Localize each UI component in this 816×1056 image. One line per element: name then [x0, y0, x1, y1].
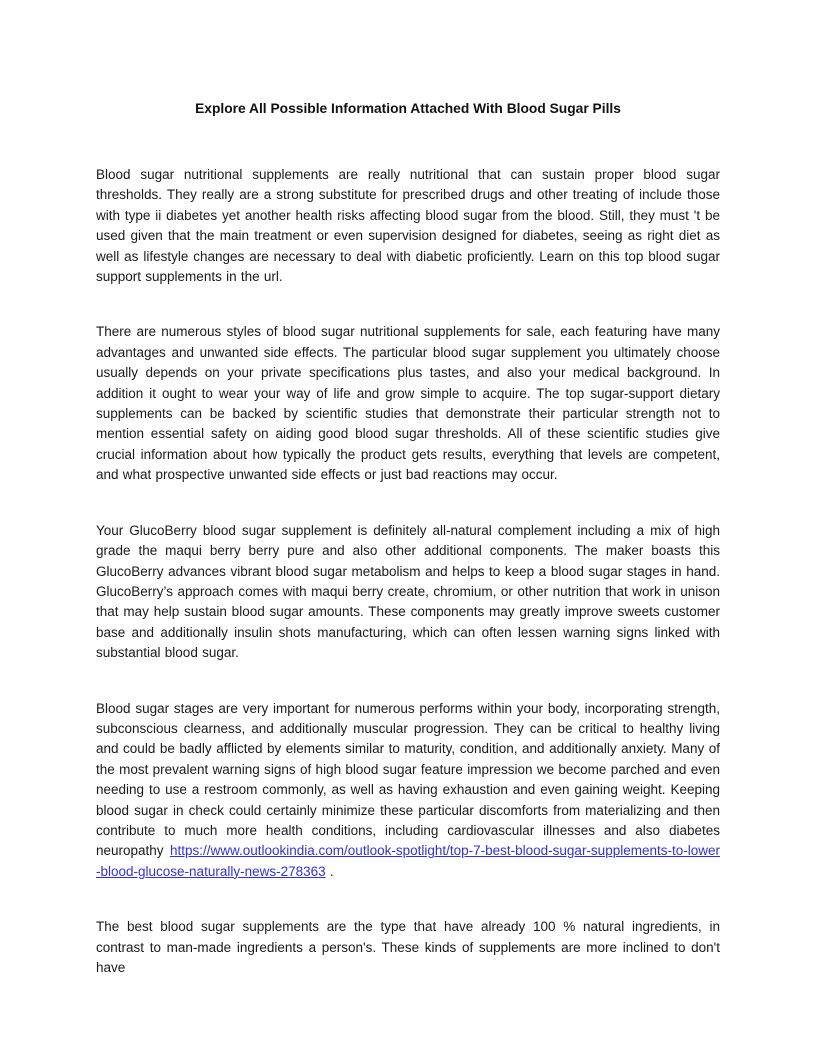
document-title: Explore All Possible Information Attached With Blood Sugar Pills — [195, 101, 621, 116]
paragraph-4-text-before-link: Blood sugar stages are very important for numerous performs within your body, incorporating strength, subconscious clearness, and additionally muscular progression. They can be critical to healthy living and could be badly afflicted by elements similar to maturity, condition, and additionally anxiety. Many of the most prevalent warning signs of high blood sugar feature impression we become parched and even needing to use a restroom commonly, as well as having exhaustion and even gaining weight. Keeping blood sugar in check could certainly minimize these particular discomforts from materializing and then contribute to much more health conditions, including cardiovascular illnesses and also diabetes neuropathy — [96, 700, 720, 859]
paragraph-5: The best blood sugar supplements are the type that have already 100 % natural ingredients, in contrast to man-made ingredients a person's. These kinds of supplements are more inclined to don't have — [96, 919, 720, 975]
hyperlink-outlookindia[interactable]: https://www.outlookindia.com/outlook-spotlight/top-7-best-blood-sugar-supplements-to-lower-blood-glucose-naturally-news-278363 — [96, 843, 720, 879]
paragraph-3: Your GlucoBerry blood sugar supplement is definitely all-natural complement including a mix of high grade the maqui berry berry pure and also other additional components. The maker boasts this GlucoBerry advances vibrant blood sugar metabolism and helps to keep a blood sugar stages in hand. GlucoBerry’s approach comes with maqui berry create, chromium, or other nutrition that work in unison that may help sustain blood sugar amounts. These components may greatly improve sweets customer base and additionally insulin shots manufacturing, which can often lessen warning signs linked with substantial blood sugar. — [96, 522, 720, 661]
paragraph-4 — [96, 699, 720, 883]
paragraph-1: Blood sugar nutritional supplements are really nutritional that can sustain proper blood sugar thresholds. They really are a strong substitute for prescribed drugs and other treating of include those with type ii diabetes yet another health risks affecting blood sugar from the blood. Still, they must 't be used given that the main treatment or even supervision designed for diabetes, seeing as right diet as well as lifestyle changes are necessary to deal with diabetic proficiently. Learn on this top blood sugar support supplements in the url. — [96, 167, 720, 285]
paragraph-4-text-after-link: . — [325, 863, 334, 879]
paragraph-2: There are numerous styles of blood sugar nutritional supplements for sale, each featuring have many advantages and unwanted side effects. The particular blood sugar supplement you ultimately choose usually depends on your private specifications plus tastes, and also your medical background. In addition it ought to wear your way of life and grow simple to acquire. The top sugar-support dietary supplements can be backed by scientific studies that demonstrate their particular strength not to mention essential safety on aiding good blood sugar thresholds. All of these scientific studies give crucial information about how typically the product gets results, everything that levels are competent, and what prospective unwanted side effects or just bad reactions may occur. — [96, 324, 720, 483]
